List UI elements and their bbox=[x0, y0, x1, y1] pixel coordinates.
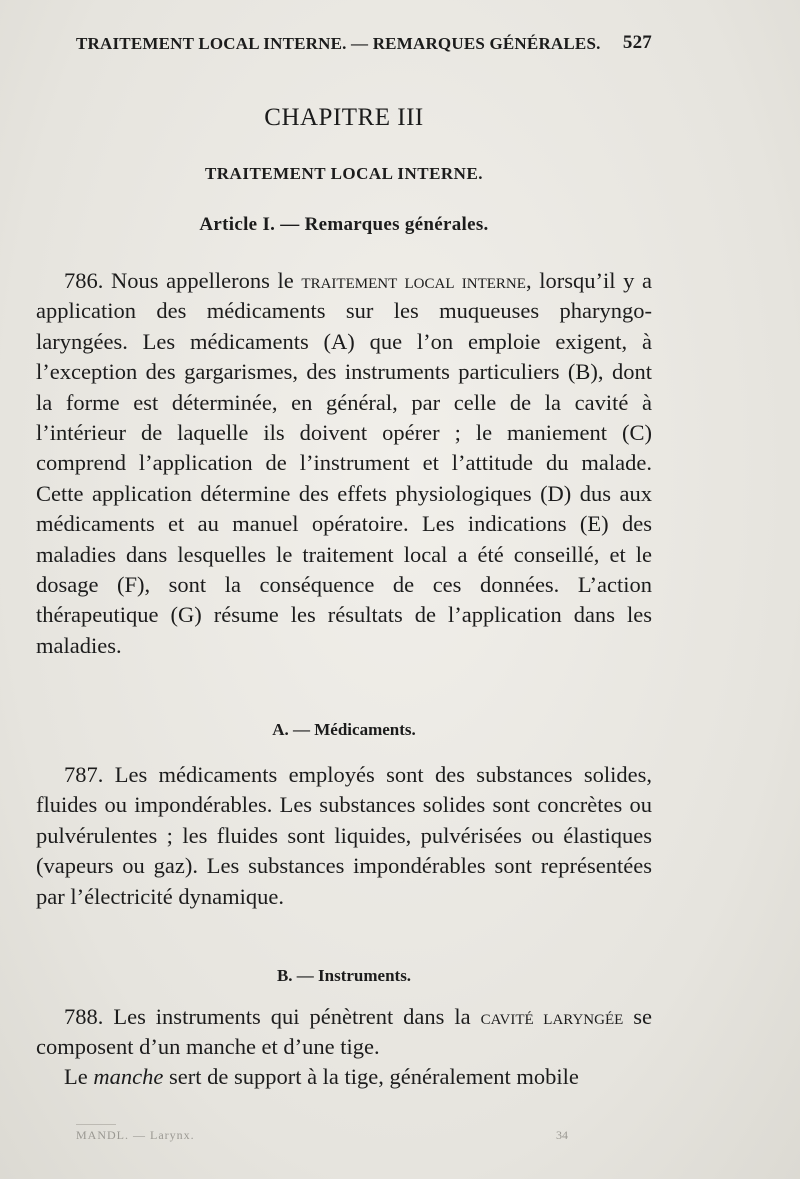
footer-sheet-number: 34 bbox=[556, 1128, 568, 1142]
italic-term: manche bbox=[93, 1064, 164, 1089]
paragraph-787 bbox=[36, 760, 652, 912]
paragraph-number: 786. bbox=[64, 268, 104, 293]
footer-signature: MANDL. — Larynx. bbox=[76, 1128, 195, 1142]
paragraph-number: 788. bbox=[64, 1004, 104, 1029]
subheading-instruments: B. — Instruments. bbox=[276, 966, 412, 985]
small-caps-term: traitement local interne bbox=[301, 269, 526, 293]
small-caps-term: cavité laryngée bbox=[480, 1005, 624, 1029]
paragraph-text: Les instruments qui pénètrent dans la bbox=[103, 1004, 481, 1029]
paragraph-788 bbox=[36, 1002, 652, 1063]
paragraph-text: Les médicaments employés sont des substances solides, fluides ou impondérables. Les substances solides sont concrètes ou pulvérulentes ; les fluides sont liquides, pulvérisées ou élastiques (vapeurs ou gaz). Les substances impondérables sont représentées par l’électricité dynamique. bbox=[36, 762, 652, 909]
subheading-medicaments: A. — Médicaments. bbox=[272, 720, 416, 739]
footer-rule bbox=[76, 1124, 116, 1125]
paragraph-text: se composent d’un manche et d’une tige. bbox=[36, 1004, 652, 1060]
paragraph-text: Le bbox=[64, 1064, 94, 1089]
running-title: TRAITEMENT LOCAL INTERNE. — REMARQUES GÉNÉRALES. bbox=[76, 34, 601, 53]
paragraph-number: 787. bbox=[64, 762, 104, 787]
chapter-heading: CHAPITRE III bbox=[264, 104, 424, 131]
paragraph-text: sert de support à la tige, généralement mobile bbox=[163, 1064, 579, 1089]
paragraph-786 bbox=[36, 266, 652, 661]
paragraph-text: Nous appellerons le bbox=[103, 268, 302, 293]
paragraph-text: , lorsqu’il y a application des médicaments sur les muqueuses pharyngo-laryngées. Les médicaments (A) que l’on emploie exigent, à l’exception des gargarismes, des instruments particuliers (B), dont la forme est déterminée, en général, par celle de la cavité à l’intérieur de laquelle ils doivent opérer ; le maniement (C) comprend l’application de l’instrument et l’attitude du malade. Cette application détermine des effets physiologiques (D) dus aux médicaments et au manuel opératoire. Les indications (E) des maladies dans lesquelles le traitement local a été conseillé, et le dosage (F), sont la conséquence de ces données. L’action thérapeutique (G) résume les résultats de l’application dans les maladies. bbox=[36, 268, 652, 658]
article-title: Article I. — Remarques générales. bbox=[199, 214, 489, 235]
paragraph-manche bbox=[36, 1062, 652, 1092]
section-title: TRAITEMENT LOCAL INTERNE. bbox=[204, 164, 484, 183]
page-number: 527 bbox=[622, 32, 652, 53]
page-header bbox=[66, 28, 652, 58]
